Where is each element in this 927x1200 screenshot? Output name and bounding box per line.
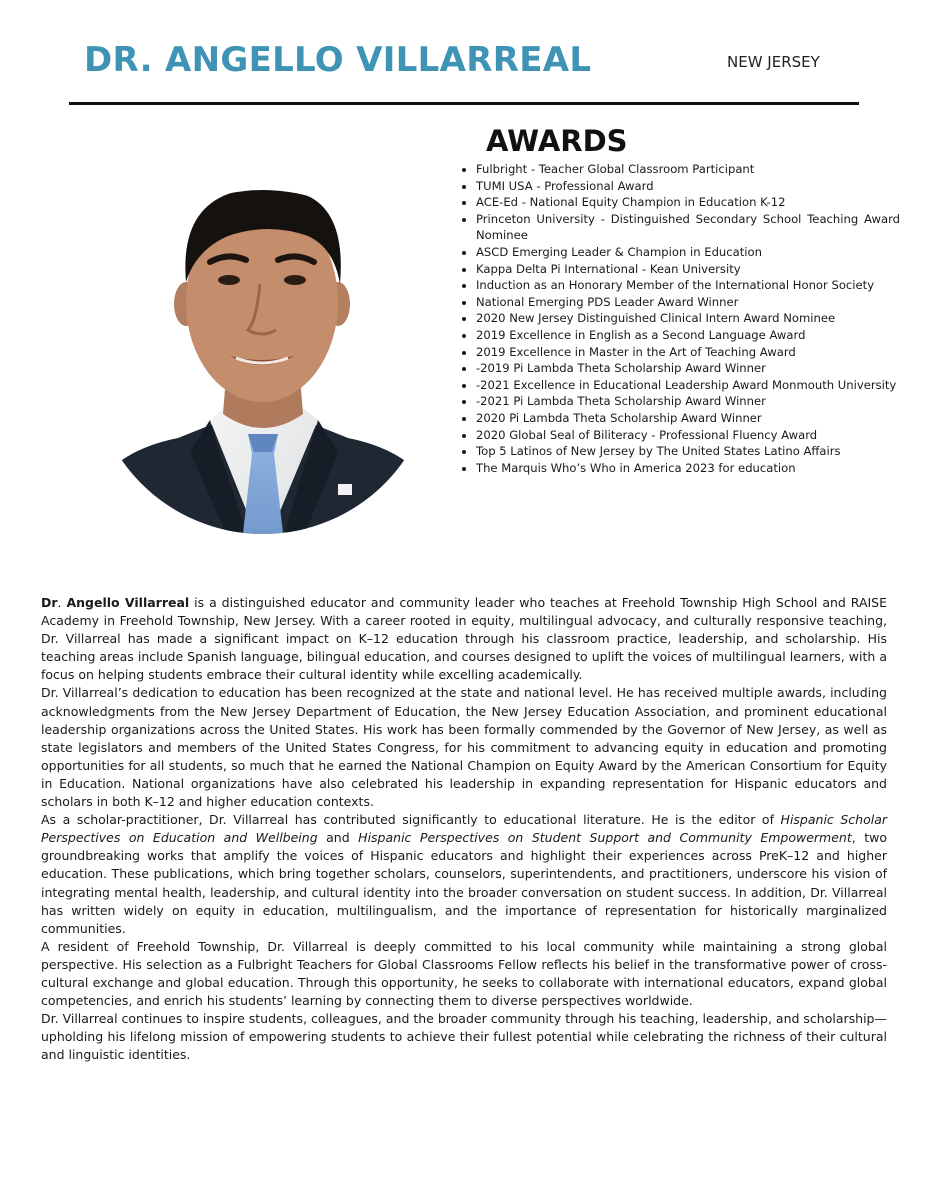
bio-text: and	[317, 830, 359, 846]
bio-text: As a scholar-practitioner, Dr. Villarreal has contributed significantly to educational literature. He is the editor of	[41, 812, 781, 828]
award-item: • Kappa Delta Pi International - Kean University	[476, 261, 900, 278]
bio-paragraph: Dr. Villarreal’s dedication to education has been recognized at the state and national level. He has received multiple awards, including acknowledgments from the New Jersey Department of Education, the New Jersey Education Association, and prominent educational leadership organizations across the United States. His work has been formally commended by the Governor of New Jersey, as well as state legislators and members of the United States Congress, for his commitment to advancing equity in education and promoting opportunities for all students, so much that he earned the National Champion on Equity Award by the American Consortium for Equity in Education. National organizations have also celebrated his leadership in expanding representation for Hispanic educators and scholars in both K–12 and higher education contexts.	[41, 685, 887, 810]
award-item: • 2020 New Jersey Distinguished Clinical Intern Award Nominee	[476, 310, 900, 327]
award-item: • National Emerging PDS Leader Award Winner	[476, 294, 900, 311]
awards-heading: AWARDS	[486, 124, 628, 158]
bio-paragraph	[41, 811, 887, 938]
bio-paragraph: A resident of Freehold Township, Dr. Villarreal is deeply committed to his local community while maintaining a strong global perspective. His selection as a Fulbright Teachers for Global Classrooms Fellow reflects his belief in the transformative power of cross-cultural exchange and global education. Through this opportunity, he seeks to collaborate with international educators, expand global competencies, and enrich his students’ learning by connecting them to diverse perspectives worldwide.	[41, 938, 887, 1009]
bio-lead-title: Dr	[41, 595, 58, 610]
award-item: • The Marquis Who’s Who in America 2023 for education	[476, 460, 900, 477]
award-item: • 2020 Global Seal of Biliteracy - Professional Fluency Award	[476, 427, 900, 444]
award-item: • ACE-Ed - National Equity Champion in Education K-12	[476, 194, 900, 211]
bio-paragraph: Dr. Villarreal continues to inspire students, colleagues, and the broader community through his teaching, leadership, and scholarship—upholding his lifelong mission of empowering students to achieve their fullest potential while celebrating the richness of their cultural and linguistic identities.	[41, 1011, 887, 1063]
bio-name: Angello Villarreal	[66, 595, 190, 610]
book-title: Hispanic Scholar Perspectives on Education and Wellbeing	[41, 812, 888, 846]
page-title: DR. ANGELLO VILLARREAL	[84, 40, 592, 80]
header-divider	[69, 102, 859, 105]
book-title: Hispanic Perspectives on Student Support and Community Empowerment	[358, 830, 852, 846]
state-label: NEW JERSEY	[727, 53, 820, 71]
bio-paragraph	[41, 594, 887, 684]
award-item: • 2019 Excellence in English as a Second Language Award	[476, 327, 900, 344]
bio-lead-sep: .	[57, 595, 67, 610]
award-item: • Induction as an Honorary Member of the International Honor Society	[476, 277, 900, 294]
award-item: • ASCD Emerging Leader & Champion in Education	[476, 244, 900, 261]
biography	[41, 594, 887, 1064]
award-item: • 2019 Excellence in Master in the Art of Teaching Award	[476, 344, 900, 361]
portrait-photo	[98, 152, 428, 560]
award-item: • -2019 Pi Lambda Theta Scholarship Award Winner	[476, 360, 900, 377]
award-item: • Princeton University - Distinguished Secondary School Teaching Award Nominee	[476, 211, 900, 244]
award-item: • -2021 Pi Lambda Theta Scholarship Award Winner	[476, 393, 900, 410]
awards-list	[458, 161, 900, 476]
award-item: • -2021 Excellence in Educational Leadership Award Monmouth University	[476, 377, 900, 394]
award-item: • Top 5 Latinos of New Jersey by The United States Latino Affairs	[476, 443, 900, 460]
bio-text: is a distinguished educator and community leader who teaches at Freehold Township High School and RAISE Academy in Freehold Township, New Jersey. With a career rooted in equity, multilingual advocacy, and culturally responsive teaching, Dr. Villarreal has made a significant impact on K–12 education through his classroom practice, leadership, and scholarship. His teaching areas include Spanish language, bilingual education, and courses designed to uplift the voices of multilingual learners, with a focus on helping students embrace their cultural identity while excelling academically.	[41, 595, 888, 683]
award-item: • 2020 Pi Lambda Theta Scholarship Award Winner	[476, 410, 900, 427]
bio-text: , two groundbreaking works that amplify the voices of Hispanic educators and highlight their experiences across PreK–12 and higher education. These publications, which bring together scholars, counselors, superintendents, and practitioners, underscore his vision of integrating mental health, leadership, and cultural identity into the broader conversation on student success. In addition, Dr. Villarreal has written widely on equity in education, multilingualism, and the importance of representation for historically marginalized communities.	[41, 830, 887, 936]
award-item: • TUMI USA - Professional Award	[476, 178, 900, 195]
award-item: • Fulbright - Teacher Global Classroom Participant	[476, 161, 900, 178]
